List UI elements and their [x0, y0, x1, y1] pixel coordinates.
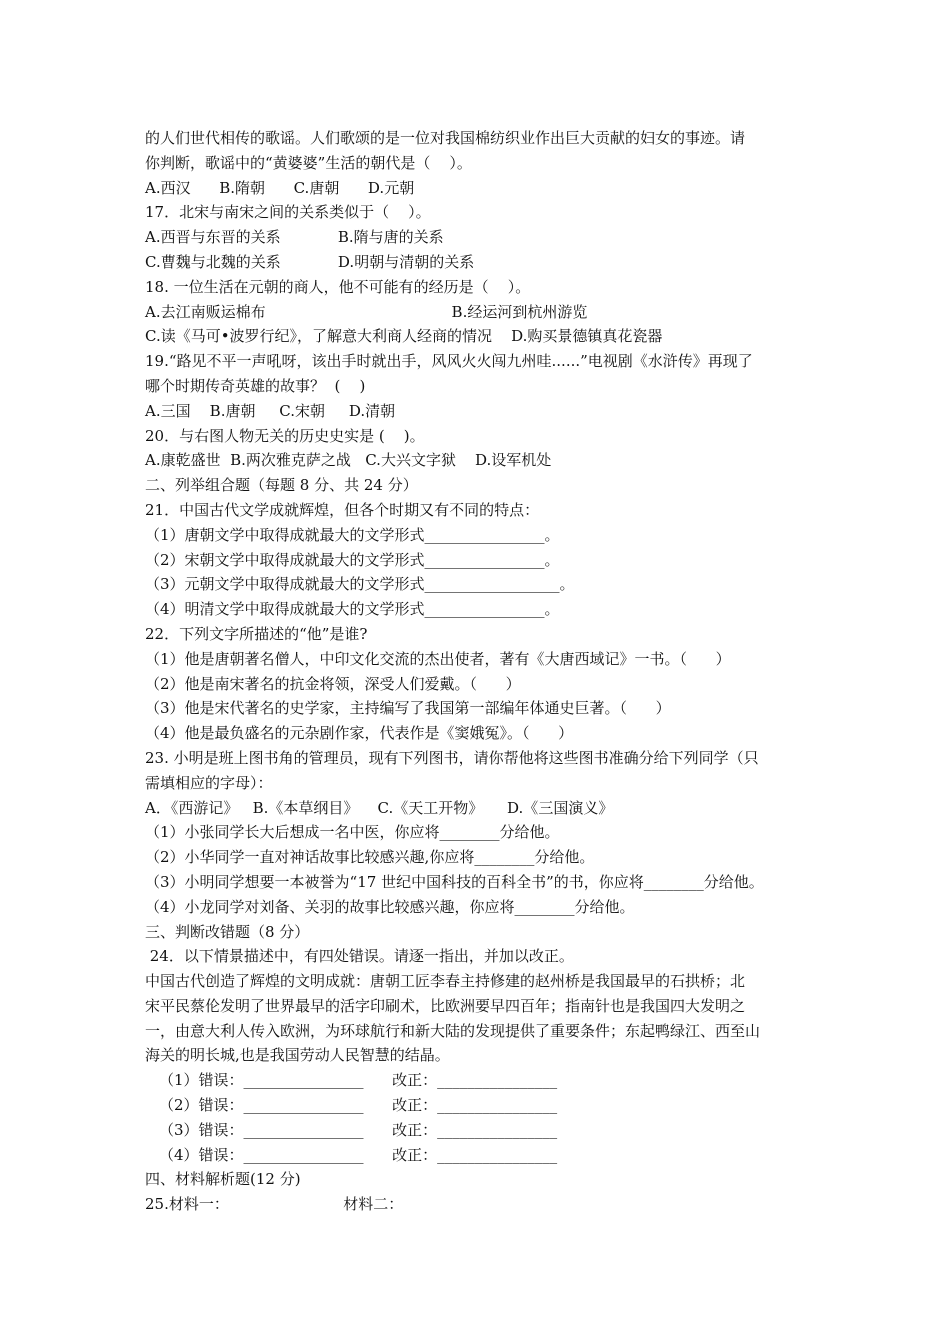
- sub-question: （4）他是最负盛名的元杂剧作家，代表作是《窦娥冤》。（ ）: [145, 724, 574, 743]
- question-18: 18. 一位生活在元朝的商人，他不可能有的经历是（ ）。: [145, 277, 531, 296]
- answer-options: C.读《马可•波罗行纪》，了解意大利商人经商的情况 D.购买景德镇真花瓷器: [145, 327, 663, 346]
- correction-row: （1）错误：________________ 改正：________________: [159, 1071, 558, 1090]
- text-line: 的人们世代相传的歌谣。人们歌颂的是一位对我国棉纺织业作出巨大贡献的妇女的事迹。请: [145, 129, 746, 147]
- text-line: 哪个时期传奇英雄的故事？ ( ): [145, 376, 366, 395]
- question-20: 20．与右图人物无关的历史史实是 ( )。: [145, 426, 425, 445]
- sub-question: （4）明清文学中取得成就最大的文学形式________________。: [145, 600, 560, 619]
- text-line: 海关的明长城,也是我国劳动人民智慧的结晶。: [145, 1046, 450, 1065]
- sub-question: （2）他是南宋著名的抗金将领，深受人们爱戴。（ ）: [145, 674, 521, 693]
- answer-options: A.康乾盛世 B.两次雅克萨之战 C.大兴文字狱 D.设军机处: [145, 451, 552, 470]
- sub-question: （1）小张同学长大后想成一名中医，你应将________分给他。: [145, 823, 560, 842]
- text-line: 中国古代创造了辉煌的文明成就：唐朝工匠李春主持修建的赵州桥是我国最早的石拱桥；北: [145, 972, 746, 991]
- question-19: 19.“路见不平一声吼呀，该出手时就出手，风风火火闯九州哇......”电视剧《水浒传》再现了: [145, 352, 753, 371]
- sub-question: （2）小华同学一直对神话故事比较感兴趣,你应将________分给他。: [145, 848, 595, 867]
- sub-question: （1）他是唐朝著名僧人，中印文化交流的杰出使者，著有《大唐西域记》一书。（ ）: [145, 649, 731, 668]
- text-line: 你判断，歌谣中的“黄婆婆”生活的朝代是（ ）。: [145, 153, 472, 172]
- question-25: 25.材料一： 材料二：: [145, 1195, 404, 1214]
- section-heading: 二、列举组合题（每题 8 分、共 24 分）: [145, 476, 418, 495]
- text-line: 宋平民蔡伦发明了世界最早的活字印刷术，比欧洲要早四百年；指南针也是我国四大发明之: [145, 996, 746, 1015]
- sub-question: （2）宋朝文学中取得成就最大的文学形式________________。: [145, 550, 560, 569]
- text-line: 一，由意大利人传入欧洲，为环球航行和新大陆的发现提供了重要条件；东起鸭绿江、西至山: [145, 1021, 761, 1040]
- sub-question: （3）元朝文学中取得成就最大的文学形式__________________。: [145, 575, 575, 594]
- answer-options: A.三国 B.唐朝 C.宋朝 D.清朝: [145, 401, 396, 420]
- section-heading: 四、材料解析题(12 分): [145, 1170, 301, 1189]
- question-21: 21．中国古代文学成就辉煌，但各个时期又有不同的特点：: [145, 500, 540, 519]
- question-17: 17．北宋与南宋之间的关系类似于（ ）。: [145, 203, 431, 222]
- correction-row: （4）错误：________________ 改正：________________: [159, 1145, 558, 1164]
- sub-question: （4）小龙同学对刘备、关羽的故事比较感兴趣，你应将________分给他。: [145, 897, 635, 916]
- sub-question: （3）他是宋代著名的史学家，主持编写了我国第一部编年体通史巨著。（ ）: [145, 699, 671, 718]
- question-24: 24．以下情景描述中，有四处错误。请逐一指出，并加以改正。: [145, 947, 574, 966]
- question-22: 22．下列文字所描述的“他”是谁?: [145, 624, 368, 643]
- correction-row: （3）错误：________________ 改正：________________: [159, 1120, 558, 1139]
- exam-page: [145, 126, 825, 1217]
- text-line: 需填相应的字母）：: [145, 773, 273, 792]
- section-heading: 三、判断改错题（8 分）: [145, 922, 310, 941]
- answer-options: A.去江南贩运棉布 B.经运河到杭州游览: [145, 302, 588, 321]
- answer-options: A.西晋与东晋的关系 B.隋与唐的关系: [145, 228, 444, 247]
- correction-row: （2）错误：________________ 改正：________________: [159, 1096, 558, 1115]
- sub-question: （3）小明同学想要一本被誉为“17 世纪中国科技的百科全书”的书，你应将________分给他。: [145, 872, 764, 891]
- answer-options: A．《西游记》 B.《本草纲目》 C.《天工开物》 D.《三国演义》: [145, 798, 614, 817]
- answer-options: A.西汉 B.隋朝 C.唐朝 D.元朝: [145, 178, 415, 197]
- question-23: 23. 小明是班上图书角的管理员，现有下列图书，请你帮他将这些图书准确分给下列同学（只: [145, 748, 759, 767]
- sub-question: （1）唐朝文学中取得成就最大的文学形式________________。: [145, 525, 560, 544]
- answer-options: C.曹魏与北魏的关系 D.明朝与清朝的关系: [145, 252, 475, 271]
